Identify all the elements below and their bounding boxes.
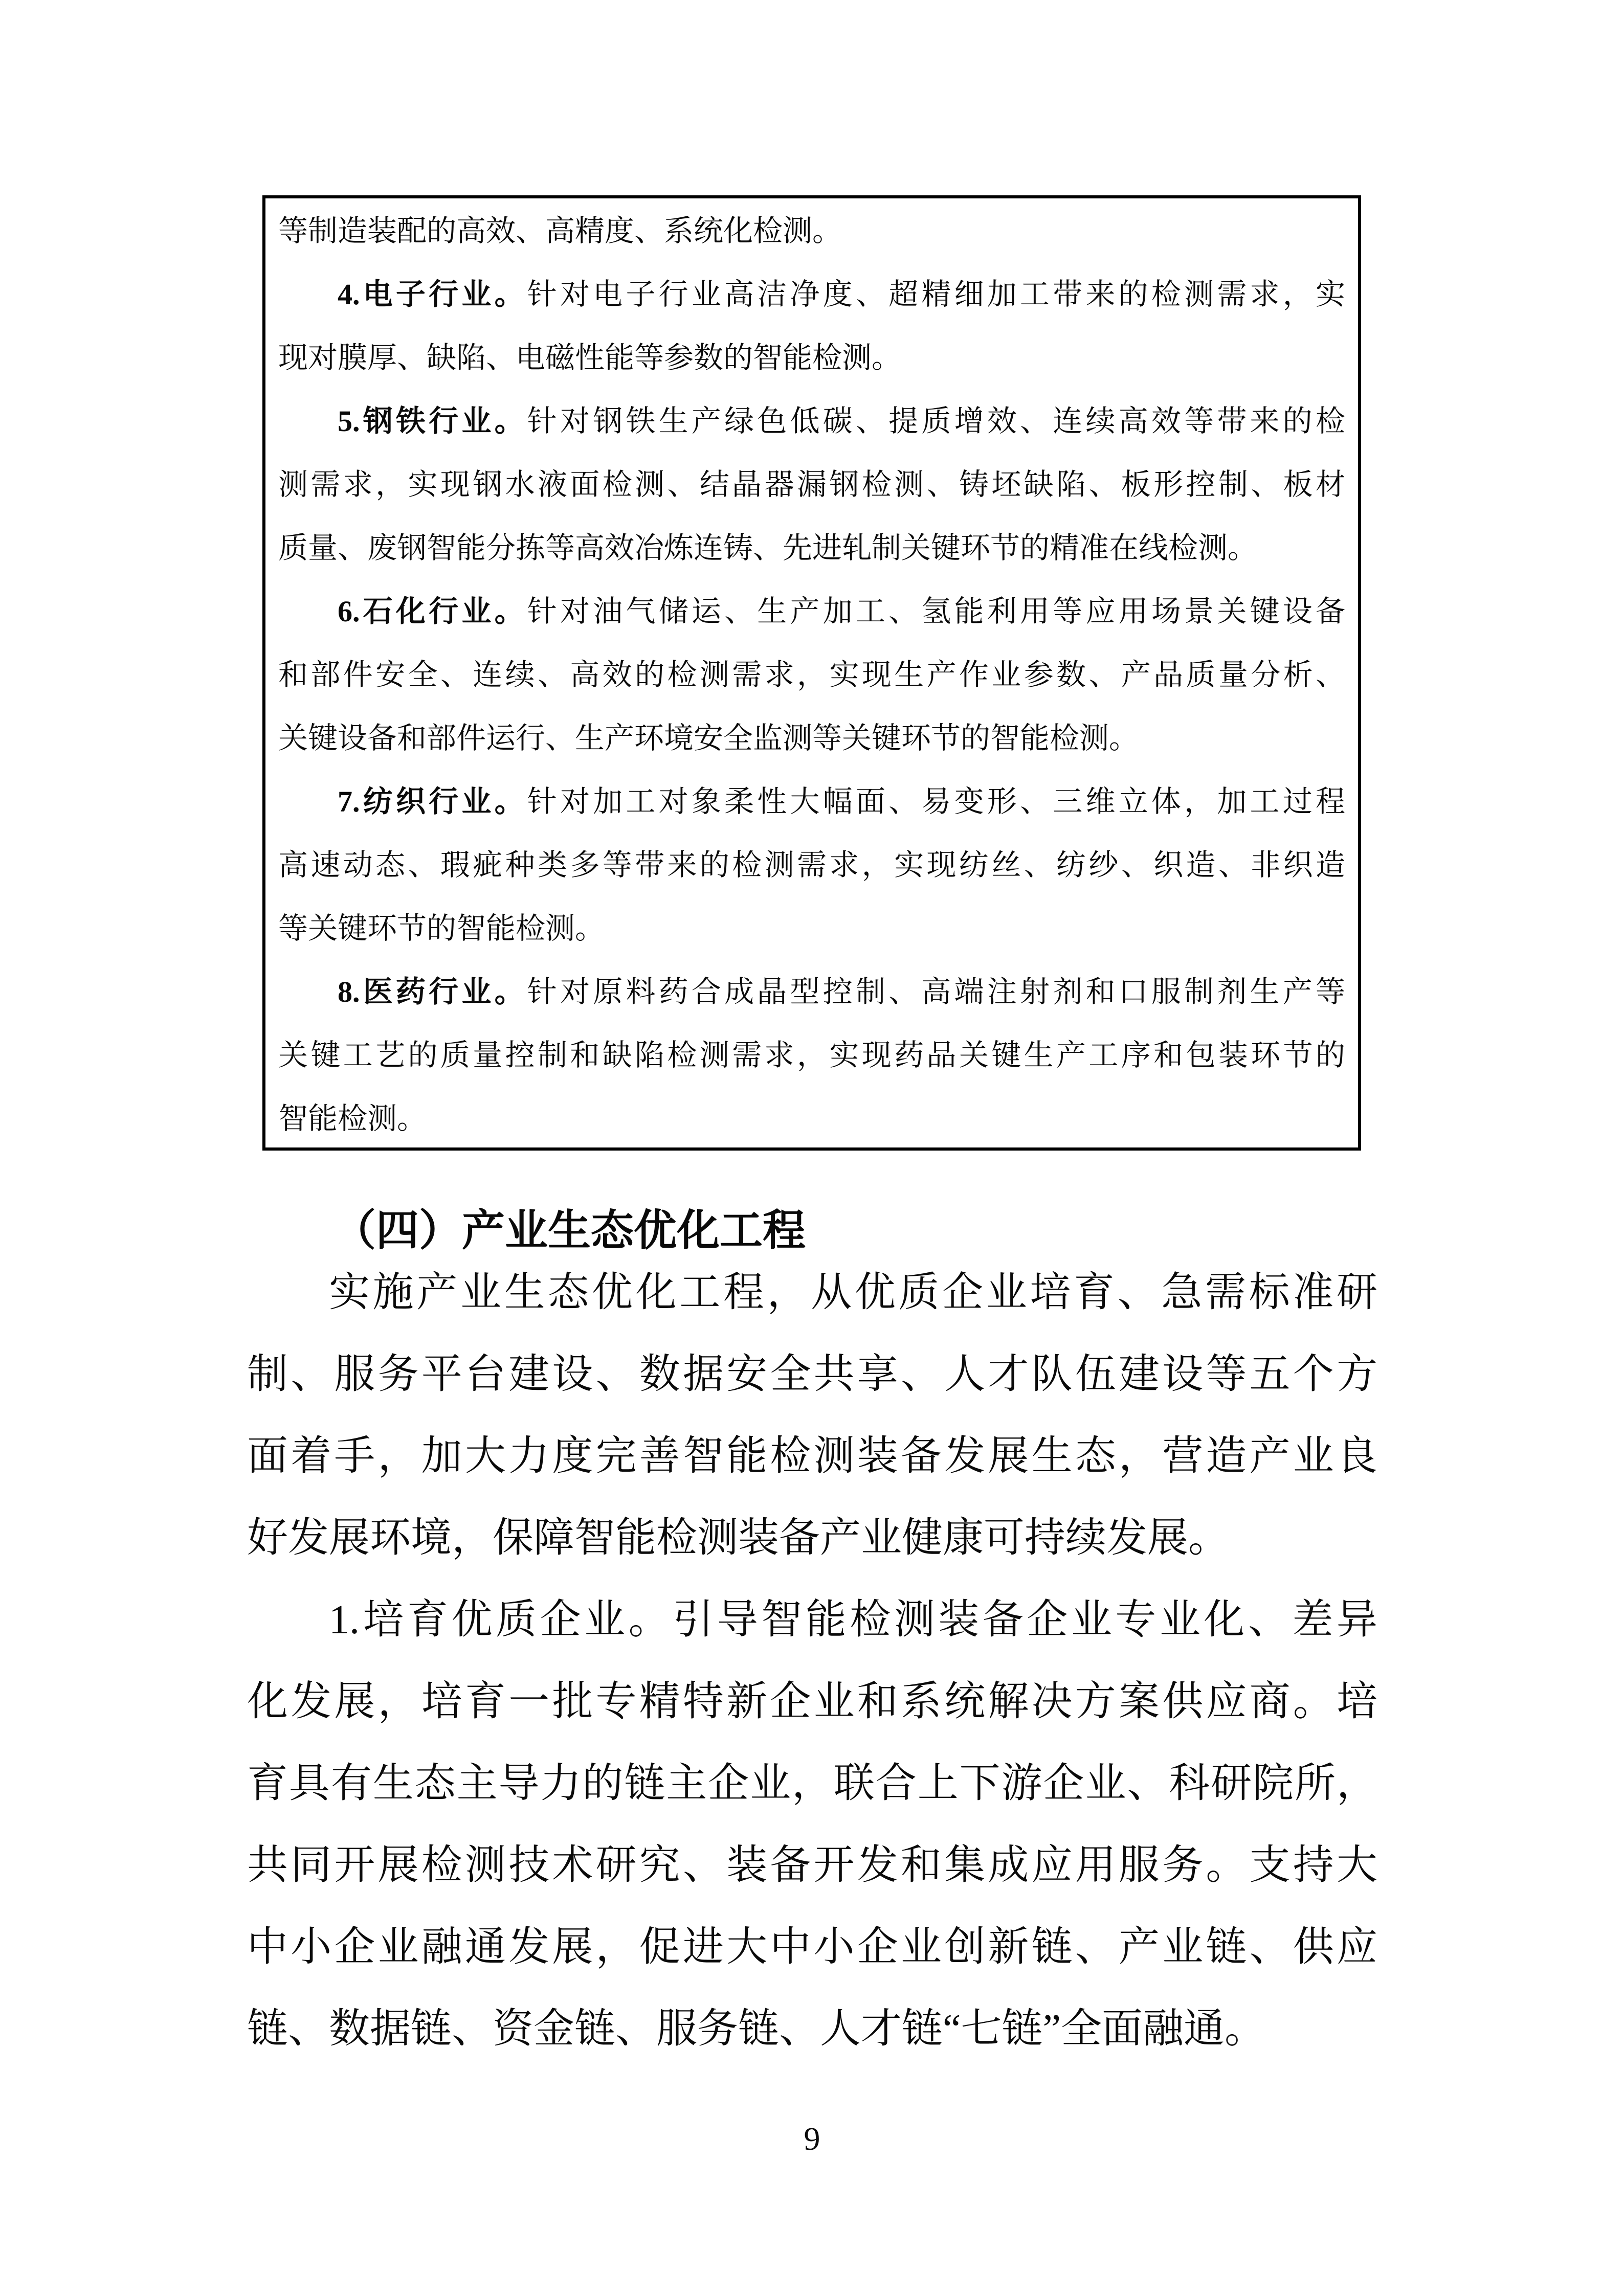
box-text-line: 等关键环节的智能检测。	[278, 912, 605, 945]
box-text-line: 5.钢铁行业。针对钢铁生产绿色低碳、提质增效、连续高效等带来的检	[338, 404, 1345, 438]
box-text-line: 关键工艺的质量控制和缺陷检测需求，实现药品关键生产工序和包装环节的	[278, 1039, 1345, 1072]
body-text-line: 中小企业融通发展，促进大中小企业创新链、产业链、供应	[247, 1925, 1377, 1970]
body-text-line: 共同开展检测技术研究、装备开发和集成应用服务。支持大	[247, 1843, 1377, 1888]
body-text-line: 实施产业生态优化工程，从优质企业培育、急需标准研	[329, 1270, 1377, 1315]
body-text-line: 制、服务平台建设、数据安全共享、人才队伍建设等五个方	[247, 1352, 1377, 1397]
page-number: 9	[804, 2121, 820, 2157]
box-text-line: 7.纺织行业。针对加工对象柔性大幅面、易变形、三维立体，加工过程	[338, 785, 1345, 818]
industry-label: 6.石化行业。	[338, 595, 527, 628]
box-text-line: 和部件安全、连续、高效的检测需求，实现生产作业参数、产品质量分析、	[278, 658, 1345, 691]
box-text-line: 8.医药行业。针对原料药合成晶型控制、高端注射剂和口服制剂生产等	[338, 975, 1345, 1008]
box-text-line: 关键设备和部件运行、生产环境安全监测等关键环节的智能检测。	[278, 722, 1139, 755]
industry-label: 4.电子行业。	[338, 278, 527, 311]
box-text-line: 4.电子行业。针对电子行业高洁净度、超精细加工带来的检测需求，实	[338, 278, 1345, 311]
body-paragraphs	[247, 1252, 1377, 2070]
industry-label: 8.医药行业。	[338, 975, 527, 1008]
box-text-line: 现对膜厚、缺陷、电磁性能等参数的智能检测。	[278, 341, 902, 374]
body-text-line: 化发展，培育一批专精特新企业和系统解决方案供应商。培	[247, 1679, 1377, 1724]
body-text-line: 育具有生态主导力的链主企业，联合上下游企业、科研院所，	[247, 1761, 1377, 1806]
body-text-line: 链、数据链、资金链、服务链、人才链“七链”全面融通。	[247, 2007, 1266, 2052]
body-text-line: 好发展环境，保障智能检测装备产业健康可持续发展。	[247, 1516, 1229, 1561]
industry-label: 7.纺织行业。	[338, 785, 527, 818]
industry-label: 5.钢铁行业。	[338, 404, 527, 438]
box-text-line: 智能检测。	[278, 1102, 427, 1135]
section-heading: （四）产业生态优化工程	[333, 1207, 806, 1255]
box-text-line: 测需求，实现钢水液面检测、结晶器漏钢检测、铸坯缺陷、板形控制、板材	[278, 468, 1345, 501]
body-text-line: 1.培育优质企业。引导智能检测装备企业专业化、差异	[329, 1597, 1377, 1642]
industry-detection-box-lines	[265, 198, 1358, 1151]
body-text-line: 面着手，加大力度完善智能检测装备发展生态，营造产业良	[247, 1434, 1377, 1479]
box-text-line: 6.石化行业。针对油气储运、生产加工、氢能利用等应用场景关键设备	[338, 595, 1345, 628]
box-text-line: 高速动态、瑕疵种类多等带来的检测需求，实现纺丝、纺纱、织造、非织造	[278, 848, 1345, 882]
industry-detection-box	[262, 195, 1361, 1151]
box-text-line: 等制造装配的高效、高精度、系统化检测。	[278, 214, 842, 247]
box-text-line: 质量、废钢智能分拣等高效冶炼连铸、先进轧制关键环节的精准在线检测。	[278, 531, 1258, 565]
